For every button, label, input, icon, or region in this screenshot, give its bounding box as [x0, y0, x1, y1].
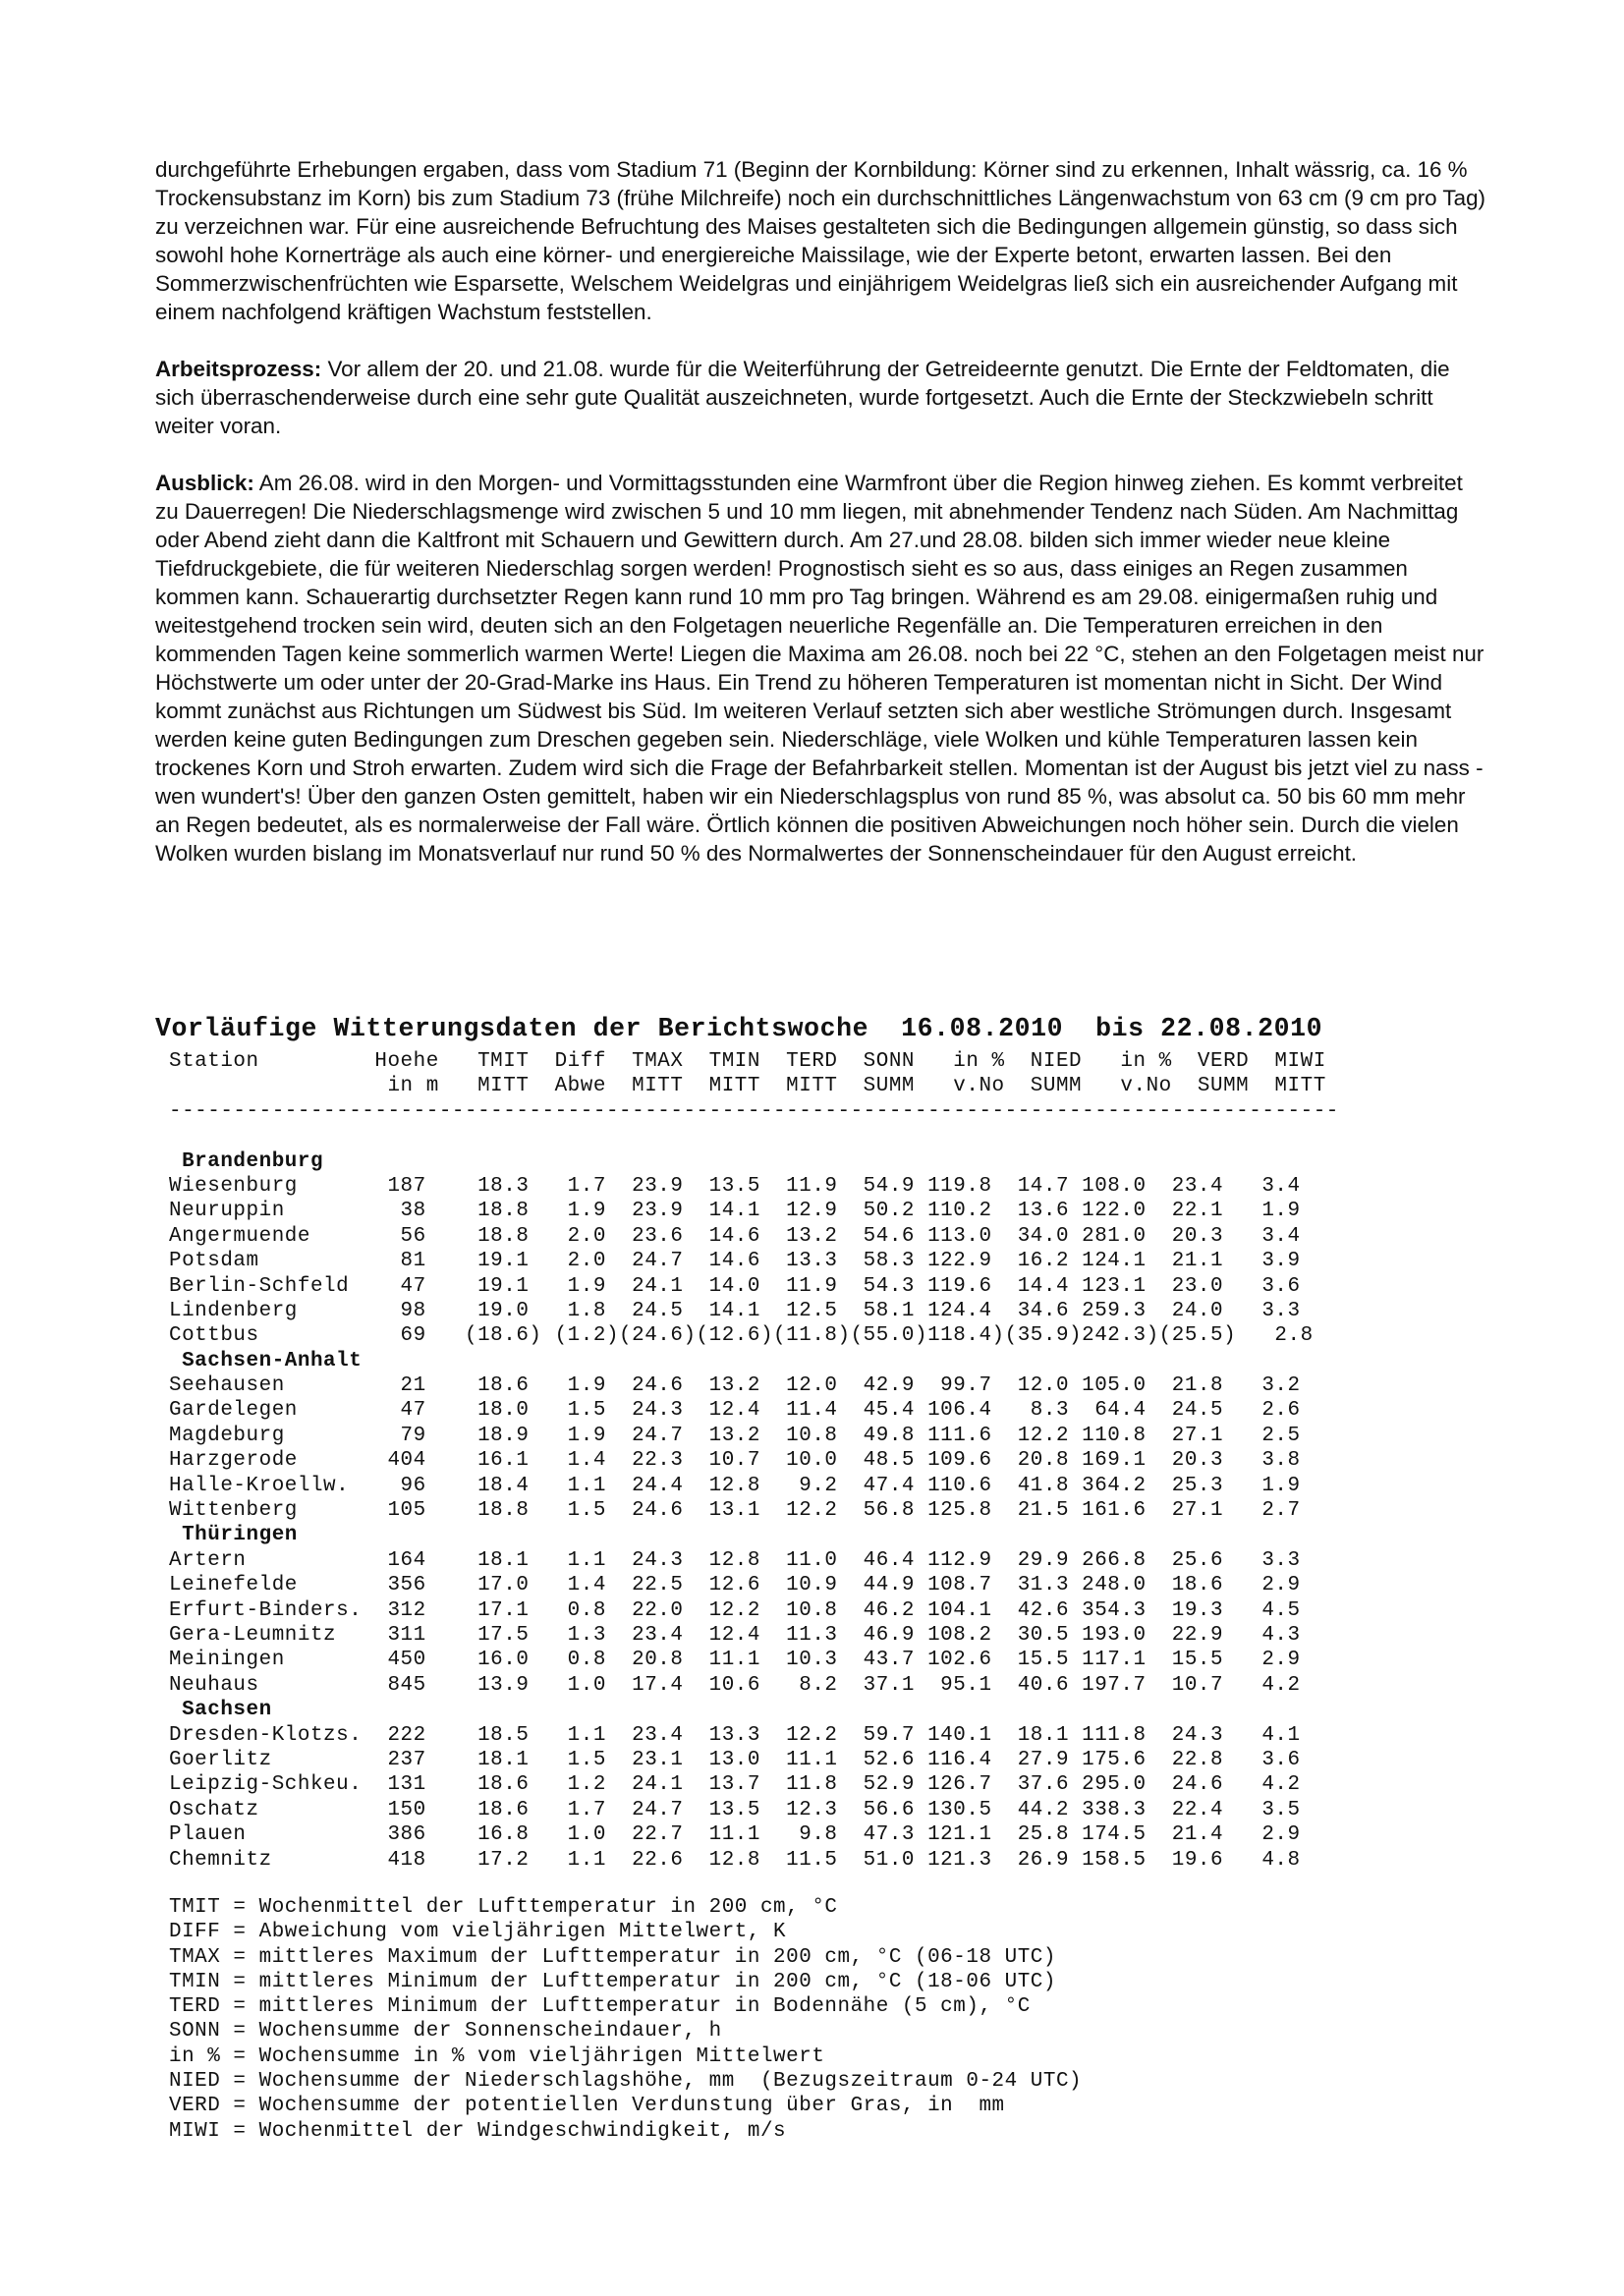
legend-item: MIWI = Wochenmittel der Windgeschwindigkeit, m/s	[169, 2119, 787, 2143]
legend	[169, 1895, 1082, 2144]
legend-item: VERD = Wochensumme der potentiellen Verdunstung über Gras, in mm	[169, 2095, 1005, 2118]
table-row: Lindenberg 98 19.0 1.8 24.5 14.1 12.5 58.1 124.4 34.6 259.3 24.0 3.3	[169, 1299, 1301, 1322]
table-body	[169, 1149, 1339, 1873]
ausblick-label: Ausblick:	[155, 471, 254, 495]
table-spacer	[169, 1124, 1339, 1148]
table-row: Seehausen 21 18.6 1.9 24.6 13.2 12.0 42.9 99.7 12.0 105.0 21.8 3.2	[169, 1374, 1301, 1398]
region-heading: Sachsen	[169, 1699, 272, 1722]
table-row: Oschatz 150 18.6 1.7 24.7 13.5 12.3 56.6 130.5 44.2 338.3 22.4 3.5	[169, 1798, 1301, 1821]
table-row: Neuhaus 845 13.9 1.0 17.4 10.6 8.2 37.1 95.1 40.6 197.7 10.7 4.2	[169, 1673, 1301, 1697]
table-row: Angermuende 56 18.8 2.0 23.6 14.6 13.2 54.6 113.0 34.0 281.0 20.3 3.4	[169, 1224, 1301, 1248]
table-row: Chemnitz 418 17.2 1.1 22.6 12.8 11.5 51.0 121.3 26.9 158.5 19.6 4.8	[169, 1848, 1301, 1872]
report-text	[155, 155, 1486, 896]
table-row: Gera-Leumnitz 311 17.5 1.3 23.4 12.4 11.3 46.9 108.2 30.5 193.0 22.9 4.3	[169, 1623, 1301, 1647]
table-row: Erfurt-Binders. 312 17.1 0.8 22.0 12.2 10.8 46.2 104.1 42.6 354.3 19.3 4.5	[169, 1598, 1301, 1622]
table-title: Vorläufige Witterungsdaten der Berichtswoche 16.08.2010 bis 22.08.2010	[155, 1014, 1323, 1043]
legend-item: in % = Wochensumme in % vom vieljährigen Mittelwert	[169, 2044, 825, 2068]
region-heading: Thüringen	[169, 1524, 298, 1547]
table-row: Plauen 386 16.8 1.0 22.7 11.1 9.8 47.3 121.1 25.8 174.5 21.4 2.9	[169, 1823, 1301, 1847]
arbeitsprozess-label: Arbeitsprozess:	[155, 357, 322, 381]
table-header-row-1: Station Hoehe TMIT Diff TMAX TMIN TERD SONN in % NIED in % VERD MIWI	[169, 1050, 1326, 1073]
table-row: Leinefelde 356 17.0 1.4 22.5 12.6 10.9 44.9 108.7 31.3 248.0 18.6 2.9	[169, 1574, 1301, 1597]
paragraph-arbeitsprozess	[155, 355, 1486, 440]
table-row: Goerlitz 237 18.1 1.5 23.1 13.0 11.1 52.6 116.4 27.9 175.6 22.8 3.6	[169, 1748, 1301, 1771]
legend-item: NIED = Wochensumme der Niederschlagshöhe, mm (Bezugszeitraum 0-24 UTC)	[169, 2070, 1083, 2094]
table-row: Magdeburg 79 18.9 1.9 24.7 13.2 10.8 49.8 111.6 12.2 110.8 27.1 2.5	[169, 1424, 1301, 1447]
paragraph-ausblick	[155, 469, 1486, 868]
table-row: Wittenberg 105 18.8 1.5 24.6 13.1 12.2 56.8 125.8 21.5 161.6 27.1 2.7	[169, 1499, 1301, 1523]
table-row: Potsdam 81 19.1 2.0 24.7 14.6 13.3 58.3 122.9 16.2 124.1 21.1 3.9	[169, 1250, 1301, 1273]
region-heading: Brandenburg	[169, 1149, 324, 1173]
legend-item: DIFF = Abweichung vom vieljährigen Mittelwert, K	[169, 1921, 787, 1944]
table-row: Wiesenburg 187 18.3 1.7 23.9 13.5 11.9 54.9 119.8 14.7 108.0 23.4 3.4	[169, 1174, 1301, 1198]
table-separator: -------------------------------------------------------------------------------------------	[169, 1099, 1339, 1123]
legend-item: TMIN = mittleres Minimum der Lufttemperatur in 200 cm, °C (18-06 UTC)	[169, 1970, 1056, 1993]
table-row: Meiningen 450 16.0 0.8 20.8 11.1 10.3 43.7 102.6 15.5 117.1 15.5 2.9	[169, 1649, 1301, 1672]
arbeitsprozess-text: Vor allem der 20. und 21.08. wurde für die Weiterführung der Getreideernte genutzt. Die Ernte der Feldtomaten, die sich überraschenderweise durch eine sehr gute Qualität auszeichneten, wurde fortgesetzt. Auch die Ernte der Steckzwiebeln schritt weiter voran.	[155, 357, 1450, 438]
table-row: Dresden-Klotzs. 222 18.5 1.1 23.4 13.3 12.2 59.7 140.1 18.1 111.8 24.3 4.1	[169, 1723, 1301, 1747]
paragraph-growth: durchgeführte Erhebungen ergaben, dass vom Stadium 71 (Beginn der Kornbildung: Körner sind zu erkennen, Inhalt wässrig, ca. 16 % Trockensubstanz im Korn) bis zum Stadium 73 (frühe Milchreife) noch ein durchschnittliches Längenwachstum von 63 cm (9 cm pro Tag) zu verzeichnen war. Für eine ausreichende Befruchtung des Maises gestalteten sich die Bedingungen allgemein günstig, so dass sich sowohl hohe Kornerträge als auch eine körner- und energiereiche Maissilage, wie der Experte betont, erwarten lassen. Bei den Sommerzwischenfrüchten wie Esparsette, Welschem Weidelgras und einjährigem Weidelgras ließ sich ein ausreichender Aufgang mit einem nachfolgend kräftigen Wachstum feststellen.	[155, 157, 1485, 324]
table-row: Gardelegen 47 18.0 1.5 24.3 12.4 11.4 45.4 106.4 8.3 64.4 24.5 2.6	[169, 1399, 1301, 1423]
weather-table	[169, 1049, 1339, 1873]
legend-item: TMIT = Wochenmittel der Lufttemperatur in 200 cm, °C	[169, 1896, 838, 1919]
table-row: Cottbus 69 (18.6) (1.2)(24.6)(12.6)(11.8)(55.0)118.4)(35.9)242.3)(25.5) 2.8	[169, 1324, 1314, 1348]
region-heading: Sachsen-Anhalt	[169, 1349, 363, 1372]
legend-item: TMAX = mittleres Maximum der Lufttemperatur in 200 cm, °C (06-18 UTC)	[169, 1945, 1056, 1969]
legend-item: SONN = Wochensumme der Sonnenscheindauer, h	[169, 2020, 722, 2044]
table-row: Harzgerode 404 16.1 1.4 22.3 10.7 10.0 48.5 109.6 20.8 169.1 20.3 3.8	[169, 1449, 1301, 1473]
table-row: Leipzig-Schkeu. 131 18.6 1.2 24.1 13.7 11.8 52.9 126.7 37.6 295.0 24.6 4.2	[169, 1773, 1301, 1797]
table-row: Artern 164 18.1 1.1 24.3 12.8 11.0 46.4 112.9 29.9 266.8 25.6 3.3	[169, 1548, 1301, 1572]
legend-item: TERD = mittleres Minimum der Lufttemperatur in Bodennähe (5 cm), °C	[169, 1995, 1031, 2019]
ausblick-text: Am 26.08. wird in den Morgen- und Vormittagsstunden eine Warmfront über die Region hinweg ziehen. Es kommt verbreitet zu Dauerregen! Die Niederschlagsmenge wird zwischen 5 und 10 mm liegen, mit abnehmender Tendenz nach Süden. Am Nachmittag oder Abend zieht dann die Kaltfront mit Schauern und Gewittern durch. Am 27.und 28.08. bilden sich immer wieder neue kleine Tiefdruckgebiete, die für weiteren Niederschlag sorgen werden! Prognostisch sieht es so aus, dass einiges an Regen zusammen kommen kann. Schauerartig durchsetzter Regen kann rund 10 mm pro Tag bringen. Während es am 29.08. einigermaßen ruhig und weitestgehend trocken sein wird, deuten sich an den Folgetagen neuerliche Regenfälle an. Die Temperaturen erreichen in den kommenden Tagen keine sommerlich warmen Werte! Liegen die Maxima am 26.08. noch bei 22 °C, stehen an den Folgetagen meist nur Höchstwerte um oder unter der 20-Grad-Marke ins Haus. Ein Trend zu höheren Temperaturen ist momentan nicht in Sicht. Der Wind kommt zunächst aus Richtungen um Südwest bis Süd. Im weiteren Verlauf setzten sich aber westliche Strömungen durch. Insgesamt werden keine guten Bedingungen zum Dreschen gegeben sein. Niederschläge, viele Wolken und kühle Temperaturen lassen kein trockenes Korn und Stroh erwarten. Zudem wird sich die Frage der Befahrbarkeit stellen. Momentan ist der August bis jetzt viel zu nass - wen wundert's! Über den ganzen Osten gemittelt, haben wir ein Niederschlagsplus von rund 85 %, was absolut ca. 50 bis 60 mm mehr an Regen bedeutet, als es normalerweise der Fall wäre. Örtlich können die positiven Abweichungen noch höher sein. Durch die vielen Wolken wurden bislang im Monatsverlauf nur rund 50 % des Normalwertes der Sonnenscheindauer für den August erreicht.	[155, 471, 1484, 866]
table-row: Halle-Kroellw. 96 18.4 1.1 24.4 12.8 9.2 47.4 110.6 41.8 364.2 25.3 1.9	[169, 1474, 1301, 1497]
table-row: Berlin-Schfeld 47 19.1 1.9 24.1 14.0 11.9 54.3 119.6 14.4 123.1 23.0 3.6	[169, 1274, 1301, 1298]
table-header-row-2: in m MITT Abwe MITT MITT MITT SUMM v.No SUMM v.No SUMM MITT	[169, 1075, 1326, 1098]
table-row: Neuruppin 38 18.8 1.9 23.9 14.1 12.9 50.2 110.2 13.6 122.0 22.1 1.9	[169, 1200, 1301, 1223]
